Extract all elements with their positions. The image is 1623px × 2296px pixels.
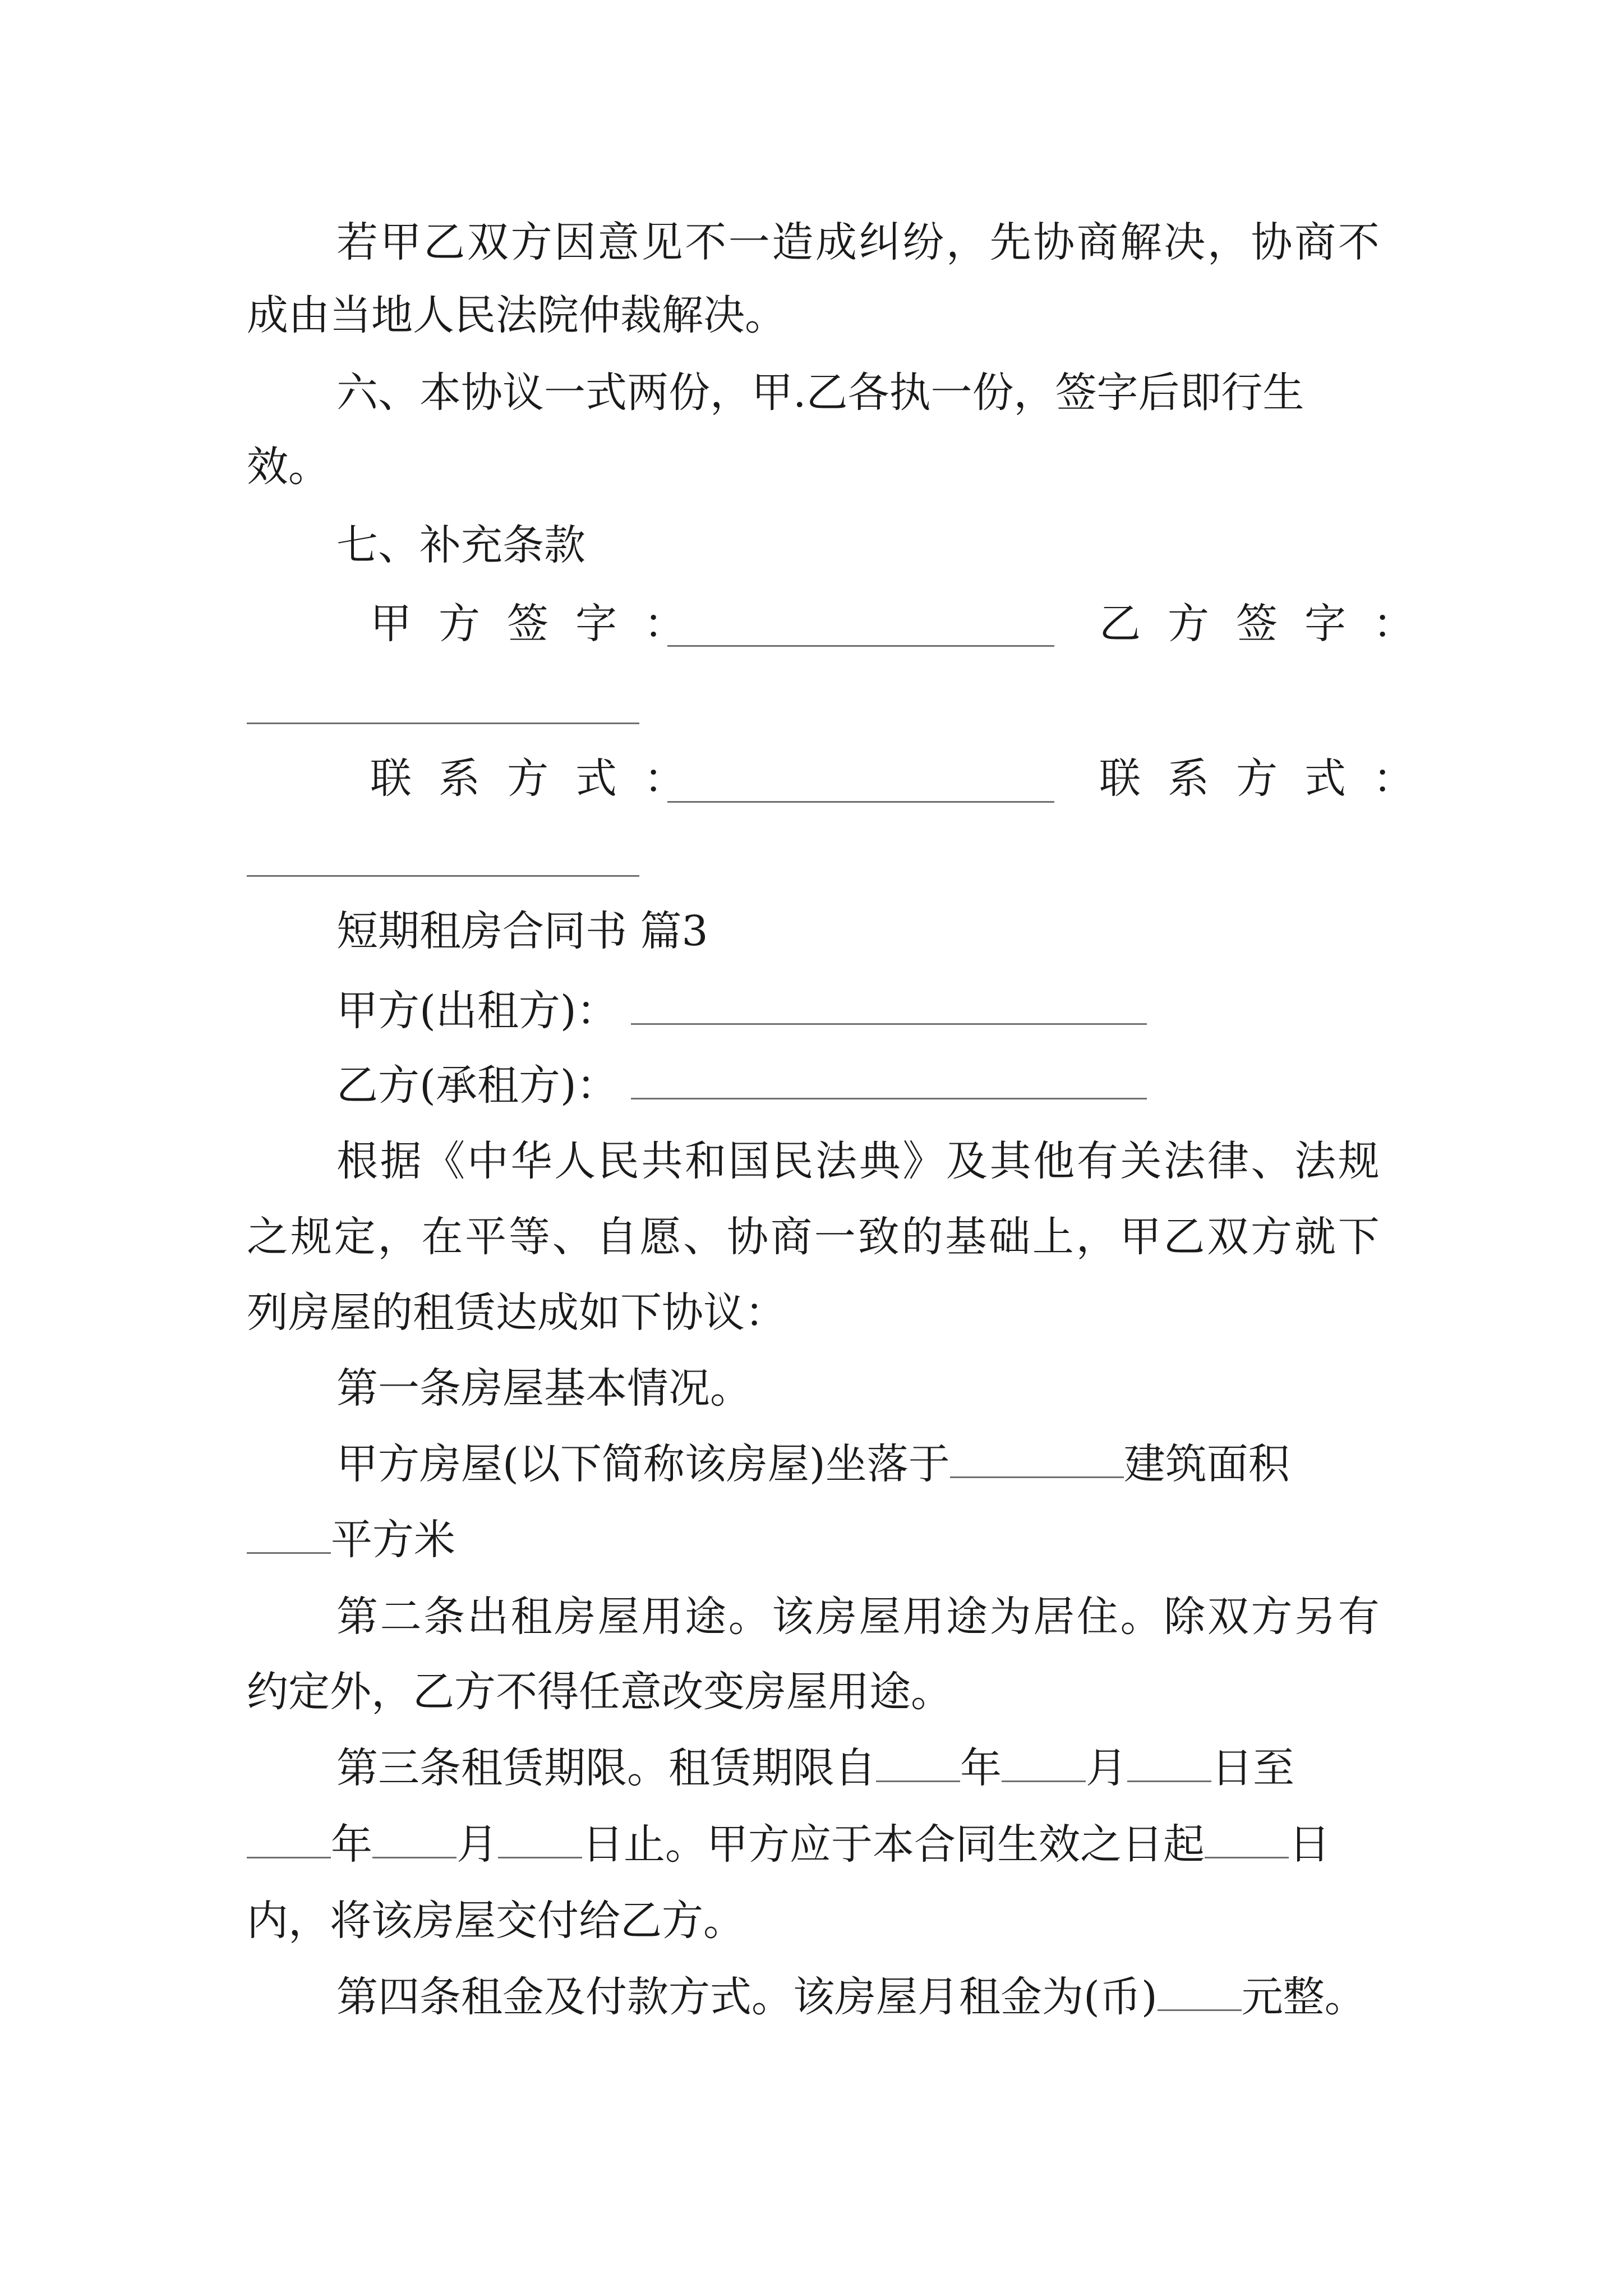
paragraph-line [336, 365, 1469, 421]
text: 元整。 [1241, 1973, 1366, 2021]
start-year-field[interactable] [876, 1746, 960, 1782]
end-day-field[interactable] [498, 1822, 582, 1858]
text: 第四条租金及付款方式。该房屋月租金为(币) [336, 1973, 1158, 2021]
lessee-field[interactable] [631, 1063, 1147, 1099]
end-month-field[interactable] [372, 1822, 457, 1858]
paragraph-line [336, 1133, 1380, 1189]
text: 成由当地人民法院仲裁解决。 [247, 291, 786, 339]
party-b-contact-label: 联系方式： [1099, 754, 1441, 803]
text: 内，将该房屋交付给乙方。 [247, 1897, 745, 1945]
lessor-label: 甲方(出租方)： [336, 987, 618, 1035]
paragraph-line [247, 287, 1380, 343]
lessor-line [336, 983, 1469, 1039]
party-a-signature-field[interactable] [667, 645, 1054, 647]
area-field[interactable] [247, 1517, 331, 1554]
text: 月 [457, 1820, 498, 1869]
text: 月 [1086, 1744, 1127, 1792]
party-b-signature-field[interactable] [247, 723, 639, 724]
article-1-line [336, 1436, 1469, 1492]
text: 七、补充条款 [336, 521, 585, 569]
text: 平方米 [331, 1516, 455, 1564]
party-b-signature-label: 乙方签字： [1099, 600, 1441, 648]
section-heading: 短期租房合同书 篇3 [336, 907, 708, 955]
text: 年 [331, 1820, 372, 1869]
article-3-line [247, 1816, 1380, 1872]
text: 约定外，乙方不得任意改变房屋用途。 [247, 1668, 952, 1716]
paragraph-line [247, 1664, 1380, 1720]
text: 六、本协议一式两份，甲.乙各执一份，签字后即行生 [336, 369, 1304, 417]
party-b-contact-field[interactable] [247, 875, 639, 877]
lessee-label: 乙方(承租方)： [336, 1061, 618, 1110]
article-3-line [336, 1740, 1469, 1796]
start-day-field[interactable] [1127, 1746, 1211, 1782]
text: 日止。甲方应于本合同生效之日起 [582, 1820, 1205, 1869]
text: 效。 [247, 443, 330, 491]
paragraph-line [336, 517, 1469, 573]
paragraph-line [247, 1209, 1380, 1265]
paragraph-line [336, 214, 1380, 270]
paragraph-line [247, 1285, 1380, 1341]
text: 第三条租赁期限。租赁期限自 [336, 1744, 876, 1792]
paragraph-line [247, 1893, 1380, 1949]
party-a-signature-label: 甲方签字： [370, 600, 712, 648]
text: 第 二 条 出 租 房 屋 用 途 。 该 房 屋 用 途 为 居 住 。 除 双 方 另 有 [336, 1593, 1380, 1641]
article-4-line [336, 1969, 1469, 2025]
text: 根 据 《 中 华 人 民 共 和 国 民 法 典 》 及 其 他 有 关 法 律 、 法 规 [336, 1137, 1380, 1185]
start-month-field[interactable] [1002, 1746, 1086, 1782]
location-field[interactable] [950, 1442, 1124, 1478]
rent-amount-field[interactable] [1158, 1975, 1242, 2011]
text: 列房屋的租赁达成如下协议： [247, 1289, 786, 1337]
paragraph-line [247, 439, 1380, 495]
text: 日至 [1211, 1744, 1294, 1792]
end-year-field[interactable] [247, 1822, 331, 1858]
article-1-title: 第一条房屋基本情况。 [336, 1364, 751, 1412]
party-a-contact-label: 联系方式： [370, 754, 712, 803]
paragraph-line [336, 1589, 1380, 1645]
lessee-line [336, 1057, 1469, 1114]
text: 日 [1289, 1820, 1330, 1869]
text: 若 甲 乙 双 方 因 意 见 不 一 造 成 纠 纷 ， 先 协 商 解 决 ， 协 商 不 [336, 218, 1380, 266]
text: 年 [960, 1744, 1002, 1792]
article-1-line [247, 1512, 1380, 1568]
text: 之 规 定 ， 在 平 等 、 自 愿 、 协 商 一 致 的 基 础 上 ， 甲 乙 双 方 就 下 [247, 1213, 1380, 1261]
delivery-days-field[interactable] [1205, 1822, 1289, 1858]
lessor-field[interactable] [631, 988, 1147, 1025]
party-a-contact-field[interactable] [667, 801, 1054, 803]
text: 建筑面积 [1123, 1440, 1290, 1488]
text: 甲方房屋(以下简称该房屋)坐落于 [336, 1440, 950, 1488]
